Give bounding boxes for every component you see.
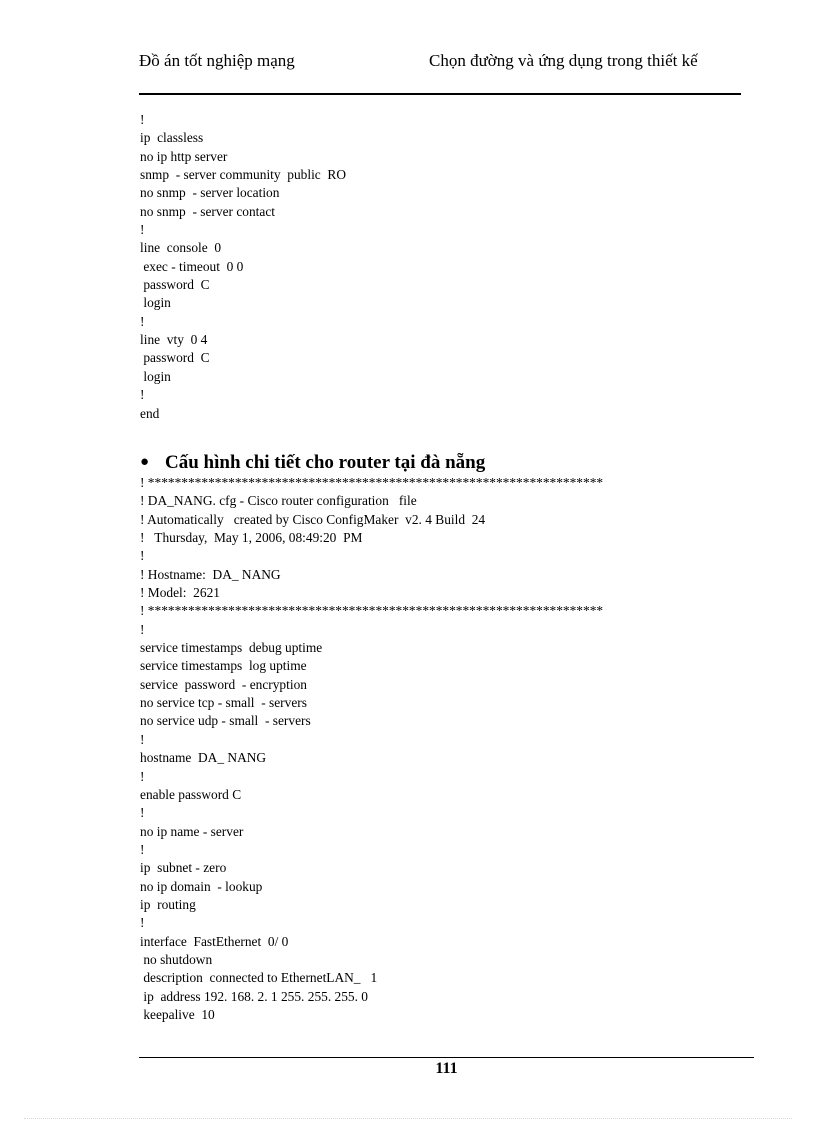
section-heading-text: Cấu hình chi tiết cho router tại đà nẵng	[165, 452, 486, 473]
code-line: ! Automatically created by Cisco ConfigMaker v2. 4 Build 24	[140, 511, 486, 527]
code-line: no ip http server	[140, 148, 228, 164]
page-number: 111	[435, 1060, 458, 1077]
code-line: ! Hostname: DA_ NANG	[140, 566, 281, 582]
code-line: line vty 0 4	[140, 332, 208, 348]
code-line: ip classless	[140, 130, 204, 146]
bullet-icon: ●	[140, 454, 150, 470]
code-line: !	[140, 222, 145, 238]
code-line: !	[140, 387, 145, 403]
code-line: no service udp - small - servers	[140, 713, 311, 729]
code-line: description connected to EthernetLAN_ 1	[140, 970, 378, 986]
code-line: ! Model: 2621	[140, 585, 220, 601]
code-line: !	[140, 548, 145, 564]
code-line: ip address 192. 168. 2. 1 255. 255. 255. 0	[140, 988, 369, 1004]
code-line: end	[140, 405, 160, 421]
code-line: !	[140, 313, 145, 329]
code-line: ! DA_NANG. cfg - Cisco router configuration file	[140, 493, 417, 509]
page-bottom-dotted-line	[24, 1118, 792, 1119]
code-line: !	[140, 805, 145, 821]
code-line: no ip domain - lookup	[140, 878, 263, 894]
code-line: no snmp - server contact	[140, 203, 275, 219]
code-line: ! ********************************************************************	[140, 603, 604, 619]
code-line: no shutdown	[140, 951, 213, 967]
code-line: !	[140, 841, 145, 857]
code-line: password C	[140, 277, 210, 293]
code-line: exec - timeout 0 0	[140, 258, 244, 274]
code-line: ip subnet - zero	[140, 860, 227, 876]
code-line: interface FastEthernet 0/ 0	[140, 933, 289, 949]
config-listing-top	[140, 111, 346, 423]
code-line: ! Thursday, May 1, 2006, 08:49:20 PM	[140, 530, 363, 546]
code-line: !	[140, 621, 145, 637]
code-line: !	[140, 731, 145, 747]
code-line: no service tcp - small - servers	[140, 695, 307, 711]
config-listing-da-nang	[140, 474, 603, 1024]
code-line: line console 0	[140, 240, 222, 256]
header-right-title: Chọn đường và ứng dụng trong thiết kế	[429, 51, 698, 70]
code-line: password C	[140, 350, 210, 366]
code-line: service timestamps debug uptime	[140, 640, 323, 656]
section-heading	[140, 450, 485, 475]
code-line: enable password C	[140, 786, 242, 802]
code-line: snmp - server community public RO	[140, 167, 347, 183]
code-line: login	[140, 295, 171, 311]
header-left-title: Đồ án tốt nghiệp mạng	[139, 51, 295, 70]
code-line: !	[140, 915, 145, 931]
code-line: !	[140, 768, 145, 784]
code-line: no ip name - server	[140, 823, 244, 839]
code-line: login	[140, 368, 171, 384]
code-line: service timestamps log uptime	[140, 658, 307, 674]
code-line: service password - encryption	[140, 676, 307, 692]
footer-divider	[139, 1057, 754, 1058]
code-line: ip routing	[140, 896, 196, 912]
header-divider	[139, 93, 741, 95]
code-line: keepalive 10	[140, 1006, 215, 1022]
code-line: ! ********************************************************************	[140, 475, 604, 490]
code-line: hostname DA_ NANG	[140, 750, 267, 766]
code-line: !	[140, 112, 145, 127]
code-line: no snmp - server location	[140, 185, 280, 201]
